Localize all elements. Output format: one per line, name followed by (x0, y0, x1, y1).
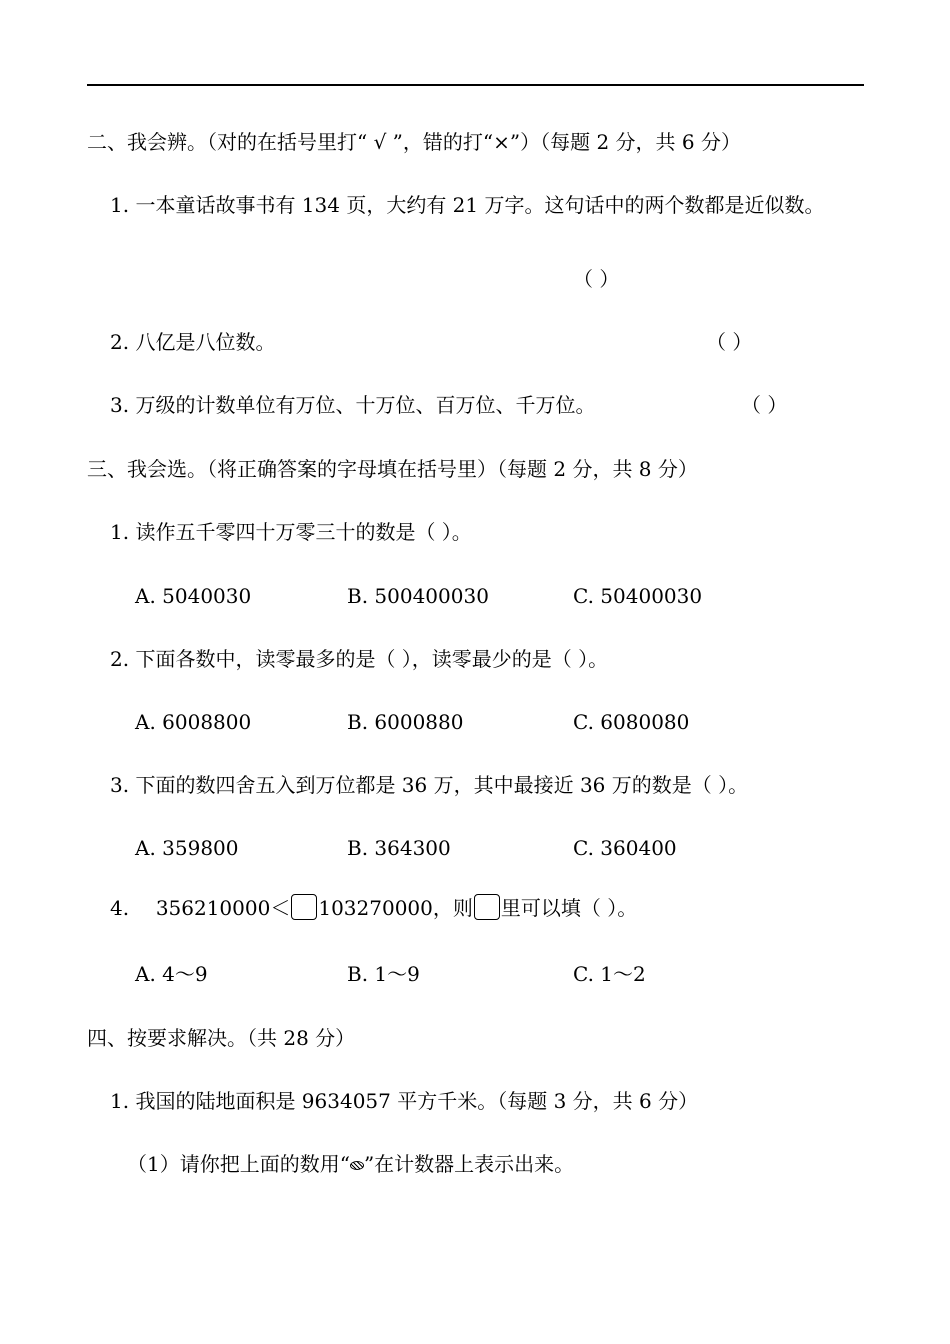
answer-blank-s2-q1[interactable]: （ ） (573, 267, 620, 291)
question-4-right-text: 里可以填（ ）。 (500, 896, 638, 920)
section-2-heading: 二、我会辨。（对的在括号里打“ √ ”，错的打“×”）（每题 2 分，共 6 分） (87, 130, 741, 154)
section-4-question-1-part-1 (127, 1152, 574, 1176)
answer-blank-s2-q2[interactable]: （ ） (706, 330, 753, 354)
option-a-s3-q1[interactable]: A. 5040030 (135, 584, 252, 608)
section-2-question-2: 2. 八亿是八位数。 (110, 330, 276, 354)
answer-blank-s2-q3[interactable]: （ ） (741, 393, 788, 417)
option-b-s3-q3[interactable]: B. 364300 (347, 836, 451, 860)
section-3-question-4 (110, 894, 637, 920)
option-a-s3-q2[interactable]: A. 6008800 (135, 710, 252, 734)
blank-square-box[interactable] (291, 894, 317, 920)
option-c-s3-q4[interactable]: C. 1～2 (573, 962, 646, 986)
option-c-s3-q3[interactable]: C. 360400 (573, 836, 677, 860)
option-a-s3-q3[interactable]: A. 359800 (135, 836, 239, 860)
section-3-question-1: 1. 读作五千零四十万零三十的数是（ ）。 (110, 520, 472, 544)
question-4-middle-text: 103270000，则 (318, 896, 473, 920)
blank-square-box[interactable] (474, 894, 500, 920)
option-b-s3-q4[interactable]: B. 1～9 (347, 962, 420, 986)
section-4-heading: 四、按要求解决。（共 28 分） (87, 1026, 356, 1050)
section-2-question-3: 3. 万级的计数单位有万位、十万位、百万位、千万位。 (110, 393, 596, 417)
section-3-question-3: 3. 下面的数四舍五入到万位都是 36 万，其中最接近 36 万的数是（ ）。 (110, 773, 749, 797)
option-c-s3-q1[interactable]: C. 50400030 (573, 584, 703, 608)
question-4-number: 4. (110, 896, 130, 920)
option-b-s3-q1[interactable]: B. 500400030 (347, 584, 489, 608)
top-rule (87, 84, 864, 86)
option-c-s3-q2[interactable]: C. 6080080 (573, 710, 690, 734)
option-b-s3-q2[interactable]: B. 6000880 (347, 710, 464, 734)
option-a-s3-q4[interactable]: A. 4～9 (135, 962, 208, 986)
section-4-question-1: 1. 我国的陆地面积是 9634057 平方千米。（每题 3 分，共 6 分） (110, 1089, 699, 1113)
part-1-text-before: （1）请你把上面的数用“ (127, 1152, 350, 1176)
abacus-bead-icon (350, 1161, 364, 1170)
part-1-text-after: ”在计数器上表示出来。 (363, 1152, 575, 1176)
section-3-question-2: 2. 下面各数中，读零最多的是（ ），读零最少的是（ ）。 (110, 647, 609, 671)
section-2-question-1: 1. 一本童话故事书有 134 页，大约有 21 万字。这句话中的两个数都是近似数。 (110, 193, 825, 217)
section-3-heading: 三、我会选。（将正确答案的字母填在括号里）（每题 2 分，共 8 分） (87, 457, 698, 481)
question-4-left-text: 356210000＜ (155, 896, 291, 920)
